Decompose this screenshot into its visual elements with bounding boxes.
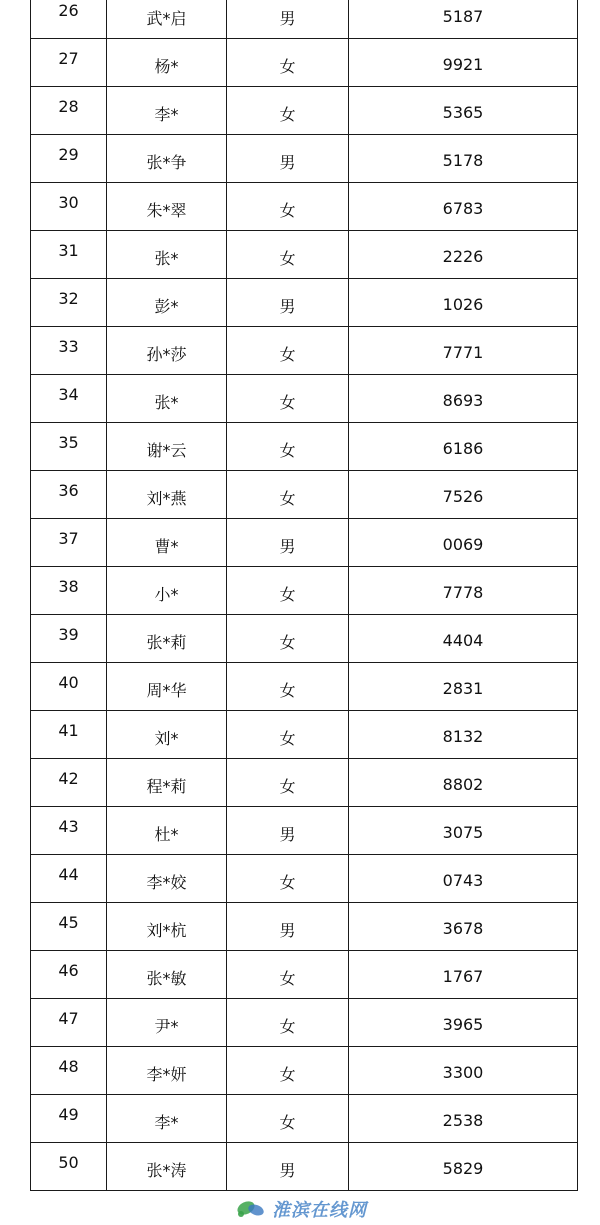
row-number-cell: [31, 471, 107, 519]
code-cell: [349, 135, 578, 183]
table-row: [31, 87, 578, 135]
code-text: 4404: [442, 630, 484, 650]
code-cell: [349, 1047, 578, 1095]
code-text: 8693: [442, 390, 484, 410]
name-cell: [107, 903, 227, 951]
row-number-text: 43: [58, 816, 79, 836]
name-text: 李*妍: [146, 1064, 187, 1084]
row-number-cell: [31, 567, 107, 615]
name-cell: [107, 471, 227, 519]
code-cell: [349, 999, 578, 1047]
gender-text: 男: [279, 536, 296, 556]
gender-cell: [227, 0, 349, 39]
gender-cell: [227, 519, 349, 567]
gender-text: 女: [279, 1016, 296, 1036]
code-cell: [349, 567, 578, 615]
row-number-text: 41: [58, 720, 79, 740]
table-row: [31, 951, 578, 999]
table-row: [31, 183, 578, 231]
name-text: 武*启: [146, 8, 187, 28]
gender-cell: [227, 375, 349, 423]
row-number-cell: [31, 183, 107, 231]
table-row: [31, 567, 578, 615]
table-row: [31, 1095, 578, 1143]
name-cell: [107, 375, 227, 423]
code-text: 3300: [442, 1062, 484, 1082]
watermark: [232, 1192, 382, 1222]
table-row: [31, 471, 578, 519]
gender-text: 男: [279, 296, 296, 316]
code-cell: [349, 471, 578, 519]
row-number-text: 27: [58, 48, 79, 68]
row-number-cell: [31, 327, 107, 375]
name-cell: [107, 0, 227, 39]
row-number-cell: [31, 519, 107, 567]
name-cell: [107, 231, 227, 279]
gender-cell: [227, 471, 349, 519]
code-text: 7526: [442, 486, 484, 506]
name-text: 彭*: [154, 296, 179, 316]
gender-cell: [227, 327, 349, 375]
code-text: 1026: [442, 294, 484, 314]
name-text: 周*华: [146, 680, 187, 700]
code-text: 1767: [442, 966, 484, 986]
table-row: [31, 855, 578, 903]
row-number-text: 37: [58, 528, 79, 548]
table-row: [31, 135, 578, 183]
name-text: 刘*: [154, 728, 179, 748]
code-text: 9921: [442, 54, 484, 74]
row-number-cell: [31, 903, 107, 951]
table-row: [31, 807, 578, 855]
gender-text: 女: [279, 440, 296, 460]
table-row: [31, 999, 578, 1047]
gender-text: 女: [279, 1064, 296, 1084]
gender-text: 男: [279, 824, 296, 844]
code-cell: [349, 663, 578, 711]
row-number-text: 48: [58, 1056, 79, 1076]
name-text: 小*: [154, 584, 179, 604]
code-cell: [349, 759, 578, 807]
name-text: 谢*云: [146, 440, 187, 460]
code-cell: [349, 519, 578, 567]
row-number-cell: [31, 615, 107, 663]
name-text: 李*: [154, 104, 179, 124]
gender-cell: [227, 615, 349, 663]
gender-cell: [227, 231, 349, 279]
name-cell: [107, 999, 227, 1047]
table-row: [31, 0, 578, 39]
gender-cell: [227, 903, 349, 951]
code-cell: [349, 807, 578, 855]
code-text: 5178: [442, 150, 484, 170]
code-text: 6186: [442, 438, 484, 458]
table-row: [31, 1047, 578, 1095]
name-cell: [107, 1047, 227, 1095]
row-number-cell: [31, 87, 107, 135]
gender-cell: [227, 855, 349, 903]
row-number-cell: [31, 39, 107, 87]
code-cell: [349, 903, 578, 951]
gender-text: 女: [279, 392, 296, 412]
row-number-text: 39: [58, 624, 79, 644]
name-cell: [107, 951, 227, 999]
row-number-text: 32: [58, 288, 79, 308]
code-cell: [349, 375, 578, 423]
code-cell: [349, 327, 578, 375]
gender-text: 女: [279, 488, 296, 508]
table-row: [31, 1143, 578, 1191]
name-cell: [107, 1143, 227, 1191]
row-number-text: 46: [58, 960, 79, 980]
table-row: [31, 903, 578, 951]
name-cell: [107, 759, 227, 807]
name-cell: [107, 279, 227, 327]
code-text: 5187: [442, 6, 484, 26]
row-number-cell: [31, 807, 107, 855]
row-number-text: 26: [58, 0, 79, 20]
code-text: 3075: [442, 822, 484, 842]
code-text: 3965: [442, 1014, 484, 1034]
name-cell: [107, 87, 227, 135]
code-cell: [349, 231, 578, 279]
gender-text: 女: [279, 56, 296, 76]
row-number-text: 44: [58, 864, 79, 884]
table-row: [31, 519, 578, 567]
gender-cell: [227, 1143, 349, 1191]
roster-table: [30, 0, 578, 1191]
gender-text: 女: [279, 200, 296, 220]
gender-text: 女: [279, 680, 296, 700]
row-number-text: 38: [58, 576, 79, 596]
row-number-text: 29: [58, 144, 79, 164]
gender-text: 男: [279, 152, 296, 172]
gender-text: 女: [279, 776, 296, 796]
row-number-text: 49: [58, 1104, 79, 1124]
table-row: [31, 375, 578, 423]
gender-cell: [227, 807, 349, 855]
code-text: 0743: [442, 870, 484, 890]
code-cell: [349, 183, 578, 231]
name-cell: [107, 519, 227, 567]
code-cell: [349, 423, 578, 471]
gender-text: 女: [279, 1112, 296, 1132]
gender-cell: [227, 1095, 349, 1143]
row-number-cell: [31, 375, 107, 423]
code-cell: [349, 951, 578, 999]
code-cell: [349, 87, 578, 135]
table-row: [31, 423, 578, 471]
name-text: 杜*: [154, 824, 179, 844]
gender-cell: [227, 183, 349, 231]
gender-cell: [227, 39, 349, 87]
row-number-cell: [31, 855, 107, 903]
gender-text: 女: [279, 344, 296, 364]
name-cell: [107, 663, 227, 711]
name-text: 张*: [154, 392, 179, 412]
gender-cell: [227, 759, 349, 807]
name-text: 张*莉: [146, 632, 187, 652]
name-text: 刘*燕: [146, 488, 187, 508]
row-number-cell: [31, 423, 107, 471]
row-number-text: 33: [58, 336, 79, 356]
gender-cell: [227, 87, 349, 135]
name-cell: [107, 855, 227, 903]
name-cell: [107, 615, 227, 663]
name-cell: [107, 1095, 227, 1143]
gender-cell: [227, 951, 349, 999]
gender-text: 女: [279, 584, 296, 604]
name-cell: [107, 711, 227, 759]
code-cell: [349, 0, 578, 39]
table-row: [31, 711, 578, 759]
gender-text: 女: [279, 728, 296, 748]
row-number-text: 35: [58, 432, 79, 452]
row-number-cell: [31, 663, 107, 711]
row-number-text: 42: [58, 768, 79, 788]
row-number-cell: [31, 951, 107, 999]
table-row: [31, 663, 578, 711]
gender-cell: [227, 999, 349, 1047]
row-number-cell: [31, 1047, 107, 1095]
gender-cell: [227, 135, 349, 183]
row-number-text: 31: [58, 240, 79, 260]
gender-cell: [227, 279, 349, 327]
code-text: 5365: [442, 102, 484, 122]
row-number-text: 30: [58, 192, 79, 212]
row-number-cell: [31, 279, 107, 327]
code-cell: [349, 279, 578, 327]
name-text: 孙*莎: [146, 344, 187, 364]
code-text: 8802: [442, 774, 484, 794]
gender-cell: [227, 423, 349, 471]
name-cell: [107, 567, 227, 615]
code-text: 7778: [442, 582, 484, 602]
name-text: 张*: [154, 248, 179, 268]
gender-text: 女: [279, 248, 296, 268]
name-cell: [107, 807, 227, 855]
row-number-text: 40: [58, 672, 79, 692]
row-number-text: 47: [58, 1008, 79, 1028]
table-row: [31, 231, 578, 279]
gender-text: 男: [279, 1160, 296, 1180]
gender-text: 女: [279, 104, 296, 124]
code-text: 0069: [442, 534, 484, 554]
code-text: 2226: [442, 246, 484, 266]
watermark-text: 淮滨在线网: [272, 1200, 367, 1221]
name-text: 张*争: [146, 152, 187, 172]
gender-text: 女: [279, 632, 296, 652]
row-number-cell: [31, 231, 107, 279]
name-cell: [107, 327, 227, 375]
name-text: 李*: [154, 1112, 179, 1132]
row-number-text: 28: [58, 96, 79, 116]
roster-table-body: [31, 0, 578, 1191]
row-number-cell: [31, 999, 107, 1047]
name-text: 尹*: [154, 1016, 179, 1036]
row-number-cell: [31, 759, 107, 807]
table-row: [31, 327, 578, 375]
name-text: 张*涛: [146, 1160, 187, 1180]
name-text: 程*莉: [146, 776, 187, 796]
table-row: [31, 759, 578, 807]
code-cell: [349, 711, 578, 759]
name-cell: [107, 135, 227, 183]
name-cell: [107, 423, 227, 471]
name-text: 朱*翠: [146, 200, 187, 220]
code-text: 7771: [442, 342, 484, 362]
name-cell: [107, 183, 227, 231]
row-number-text: 36: [58, 480, 79, 500]
gender-cell: [227, 567, 349, 615]
row-number-cell: [31, 0, 107, 39]
table-row: [31, 615, 578, 663]
code-text: 2538: [442, 1110, 484, 1130]
code-text: 3678: [442, 918, 484, 938]
code-cell: [349, 1095, 578, 1143]
code-text: 5829: [442, 1158, 484, 1178]
row-number-cell: [31, 1143, 107, 1191]
name-cell: [107, 39, 227, 87]
code-text: 2831: [442, 678, 484, 698]
name-text: 张*敏: [146, 968, 187, 988]
code-cell: [349, 615, 578, 663]
row-number-cell: [31, 1095, 107, 1143]
code-cell: [349, 39, 578, 87]
name-text: 李*姣: [146, 872, 187, 892]
code-text: 8132: [442, 726, 484, 746]
code-cell: [349, 855, 578, 903]
gender-cell: [227, 711, 349, 759]
table-row: [31, 279, 578, 327]
gender-cell: [227, 663, 349, 711]
name-text: 刘*杭: [146, 920, 187, 940]
row-number-text: 45: [58, 912, 79, 932]
row-number-cell: [31, 711, 107, 759]
gender-text: 女: [279, 968, 296, 988]
gender-text: 男: [279, 8, 296, 28]
name-text: 曹*: [154, 536, 179, 556]
row-number-text: 50: [58, 1152, 79, 1172]
table-row: [31, 39, 578, 87]
green-leaf-logo-icon: [232, 1192, 272, 1222]
name-text: 杨*: [154, 56, 179, 76]
row-number-text: 34: [58, 384, 79, 404]
gender-text: 女: [279, 872, 296, 892]
gender-cell: [227, 1047, 349, 1095]
gender-text: 男: [279, 920, 296, 940]
code-text: 6783: [442, 198, 484, 218]
row-number-cell: [31, 135, 107, 183]
code-cell: [349, 1143, 578, 1191]
